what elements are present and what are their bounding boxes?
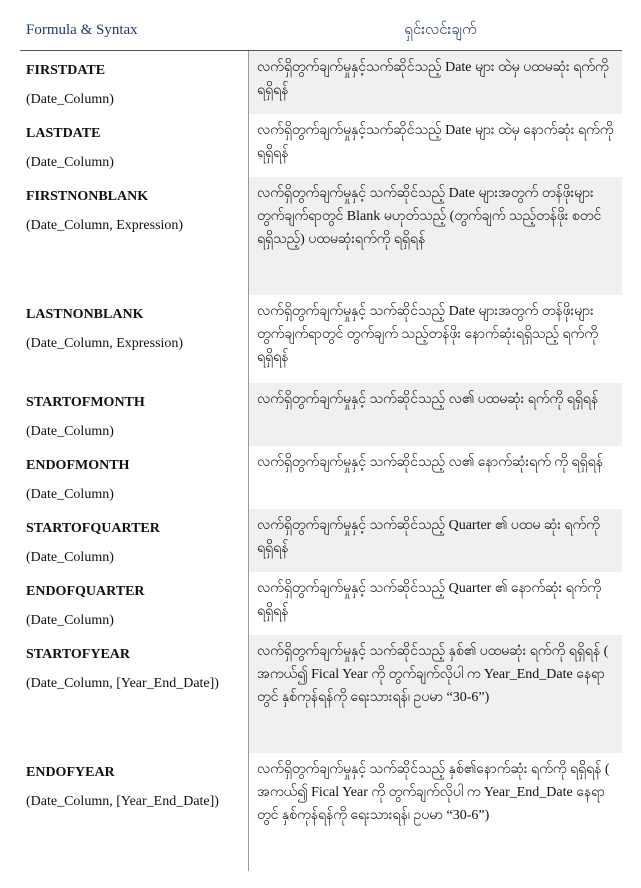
formula-cell bbox=[20, 114, 248, 177]
table-row bbox=[20, 753, 622, 871]
function-name: FIRSTNONBLANK bbox=[26, 189, 149, 204]
function-name: ENDOFQUARTER bbox=[26, 584, 145, 599]
function-arguments: (Date_Column) bbox=[26, 155, 114, 170]
function-name: STARTOFMONTH bbox=[26, 395, 145, 410]
formula-cell bbox=[20, 572, 248, 635]
formula-cell bbox=[20, 51, 248, 114]
function-arguments: (Date_Column) bbox=[26, 487, 114, 502]
description-cell: လက်ရှိတွက်ချက်မှုနှင့်သက်ဆိုင်သည့် Date များ ထဲမှ ပထမဆုံး ရက်ကိုရရှိရန် bbox=[248, 51, 622, 114]
table-row bbox=[20, 383, 622, 446]
formula-cell bbox=[20, 177, 248, 295]
formula-cell bbox=[20, 509, 248, 572]
formula-cell bbox=[20, 753, 248, 871]
function-name: ENDOFMONTH bbox=[26, 458, 130, 473]
function-arguments: (Date_Column, Expression) bbox=[26, 336, 184, 351]
description-cell: လက်ရှိတွက်ချက်မှုနှင့် သက်ဆိုင်သည့် Quarter ၏ ပထမ ဆုံး ရက်ကို ရရှိရန် bbox=[248, 509, 622, 572]
table-row bbox=[20, 509, 622, 572]
function-name: STARTOFYEAR bbox=[26, 647, 131, 662]
table-header bbox=[20, 10, 622, 51]
function-arguments: (Date_Column) bbox=[26, 613, 114, 628]
table-row bbox=[20, 572, 622, 635]
description-cell: လက်ရှိတွက်ချက်မှုနှင့် သက်ဆိုင်သည့် လ၏ နောက်ဆုံးရက် ကို ရရှိရန် bbox=[248, 446, 622, 509]
function-arguments: (Date_Column, [Year_End_Date]) bbox=[26, 794, 219, 809]
table-row bbox=[20, 295, 622, 383]
function-arguments: (Date_Column, [Year_End_Date]) bbox=[26, 676, 219, 691]
table-row bbox=[20, 446, 622, 509]
formula-cell bbox=[20, 383, 248, 446]
description-cell: လက်ရှိတွက်ချက်မှုနှင့် သက်ဆိုင်သည့် နှစ်၏ ပထမဆုံး ရက်ကို ရရှိရန် ( အကယ်၍ Fical Year ကို တွက်ချက်လိုပါ က Year_End_Date နေရာတွင် နှစ်ကုန်ရန်ကို ရေးသားရန်၊ ဥပမာ “30-6”) bbox=[248, 635, 622, 753]
description-cell: လက်ရှိတွက်ချက်မှုနှင့် သက်ဆိုင်သည့် Quarter ၏ နောက်ဆုံး ရက်ကို ရရှိရန် bbox=[248, 572, 622, 635]
description-cell: လက်ရှိတွက်ချက်မှုနှင့် သက်ဆိုင်သည့် လ၏ ပထမဆုံး ရက်ကို ရရှိရန် bbox=[248, 383, 622, 446]
function-arguments: (Date_Column) bbox=[26, 92, 114, 107]
table-row bbox=[20, 114, 622, 177]
function-name: LASTNONBLANK bbox=[26, 307, 144, 322]
formula-cell bbox=[20, 295, 248, 383]
header-description: ရှင်းလင်းချက် bbox=[404, 22, 477, 38]
function-arguments: (Date_Column, Expression) bbox=[26, 218, 184, 233]
table-row bbox=[20, 635, 622, 753]
function-name: FIRSTDATE bbox=[26, 63, 106, 78]
table-row bbox=[20, 177, 622, 295]
function-arguments: (Date_Column) bbox=[26, 424, 114, 439]
formula-cell bbox=[20, 446, 248, 509]
formula-table bbox=[20, 10, 622, 871]
function-name: STARTOFQUARTER bbox=[26, 521, 160, 536]
description-cell: လက်ရှိတွက်ချက်မှုနှင့် သက်ဆိုင်သည့် Date များအတွက် တန်ဖိုးများ တွက်ချက်ရာတွင် Blank မဟုတ်သည့် (တွက်ချက် သည့်တန်ဖိုး စတင်ရရှိသည့်) ပထမဆုံးရက်ကို ရရှိရန် bbox=[248, 177, 622, 295]
table-row bbox=[20, 51, 622, 114]
description-cell: လက်ရှိတွက်ချက်မှုနှင့်သက်ဆိုင်သည့် Date များ ထဲမှ နောက်ဆုံး ရက်ကိုရရှိရန် bbox=[248, 114, 622, 177]
function-name: LASTDATE bbox=[26, 126, 101, 141]
table-body bbox=[20, 51, 622, 871]
function-arguments: (Date_Column) bbox=[26, 550, 114, 565]
formula-cell bbox=[20, 635, 248, 753]
function-name: ENDOFYEAR bbox=[26, 765, 115, 780]
description-cell: လက်ရှိတွက်ချက်မှုနှင့် သက်ဆိုင်သည့် နှစ်၏နောက်ဆုံး ရက်ကို ရရှိရန် ( အကယ်၍ Fical Year ကို တွက်ချက်လိုပါ က Year_End_Date နေရာတွင် နှစ်ကုန်ရန်ကို ရေးသားရန်၊ ဥပမာ “30-6”) bbox=[248, 753, 622, 871]
header-formula-syntax: Formula & Syntax bbox=[26, 22, 138, 38]
description-cell: လက်ရှိတွက်ချက်မှုနှင့် သက်ဆိုင်သည့် Date များအတွက် တန်ဖိုးများ တွက်ချက်ရာတွင် တွက်ချက် သည့်တန်ဖိုး နောက်ဆုံးရရှိသည့် ရက်ကို ရရှိရန် bbox=[248, 295, 622, 383]
